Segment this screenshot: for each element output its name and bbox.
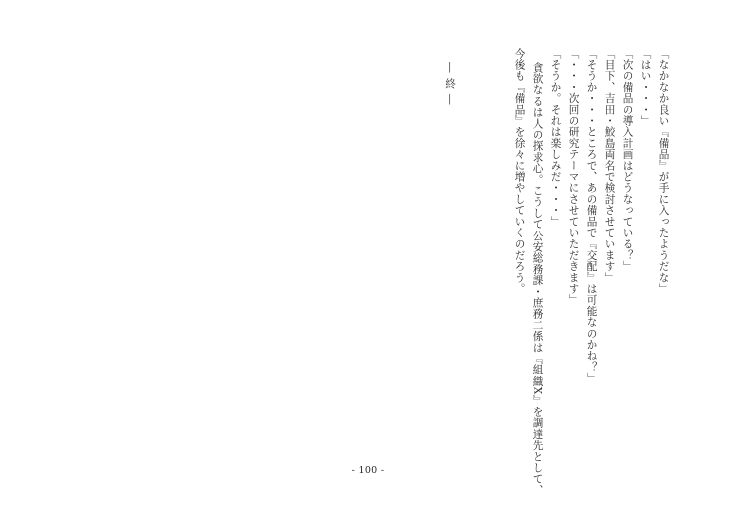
text-line-3: 「次の備品の導入計画はどうなっている？」 [621,48,634,272]
text-line-6: 「・・・次回の研究テーマにさせていただきます」 [567,48,580,306]
page-number: - 100 - [351,465,385,476]
text-line-2: 「はい・・・」 [639,48,652,127]
text-line-7: 「そうか。それは楽しみだ・・・」 [549,48,562,228]
end-mark: ― 終 ― [444,62,456,106]
text-line-9: 今後も『備品』を徐々に増やしていくのだろう。 [513,48,526,295]
text-line-8: 貪欲なるは人の探求心。こうして公安総務課・庶務二係は『組織X』を調達先として、 [531,62,544,496]
text-line-1: 「なかなか良い『備品』が手に入ったようだな」 [657,48,670,295]
text-line-4: 「目下、吉田・鮫島両名で検討させています」 [603,48,616,284]
text-line-5: 「そうか・・・ところで、あの備品で『交配』は可能なのかね？」 [585,48,598,384]
